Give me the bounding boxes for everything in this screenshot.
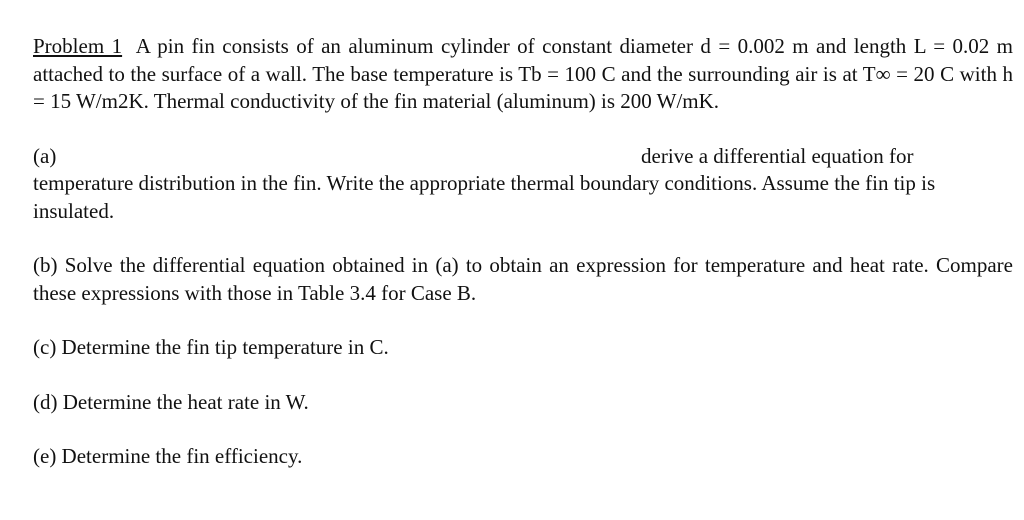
part-a-label: (a) bbox=[33, 143, 57, 168]
problem-statement bbox=[33, 33, 1013, 116]
problem-intro: A pin fin consists of an aluminum cylinder of constant diameter d = 0.002 m and length L = 0.02 m attached to the surface of a wall. The base temperature is Tb = 100 C and the surrounding air is at T∞ = 20 C with h = 15 W/m2K. Thermal conductivity of the fin material (aluminum) is 200 W/mK. bbox=[33, 34, 1013, 113]
part-a bbox=[33, 143, 1013, 226]
part-c: (c) Determine the fin tip temperature in C. bbox=[33, 335, 389, 359]
part-a-text-line1: derive a differential equation for bbox=[641, 143, 914, 168]
problem-heading: Problem 1 bbox=[33, 34, 123, 58]
part-b: (b) Solve the differential equation obtained in (a) to obtain an expression for temperature and heat rate. Compare these expressions with those in Table 3.4 for Case B. bbox=[33, 253, 1013, 305]
part-a-text-rest: temperature distribution in the fin. Write the appropriate thermal boundary conditions. Assume the fin tip is insulated. bbox=[33, 171, 936, 223]
part-e: (e) Determine the fin efficiency. bbox=[33, 444, 303, 468]
part-d: (d) Determine the heat rate in W. bbox=[33, 389, 309, 414]
document-page bbox=[33, 33, 1013, 471]
